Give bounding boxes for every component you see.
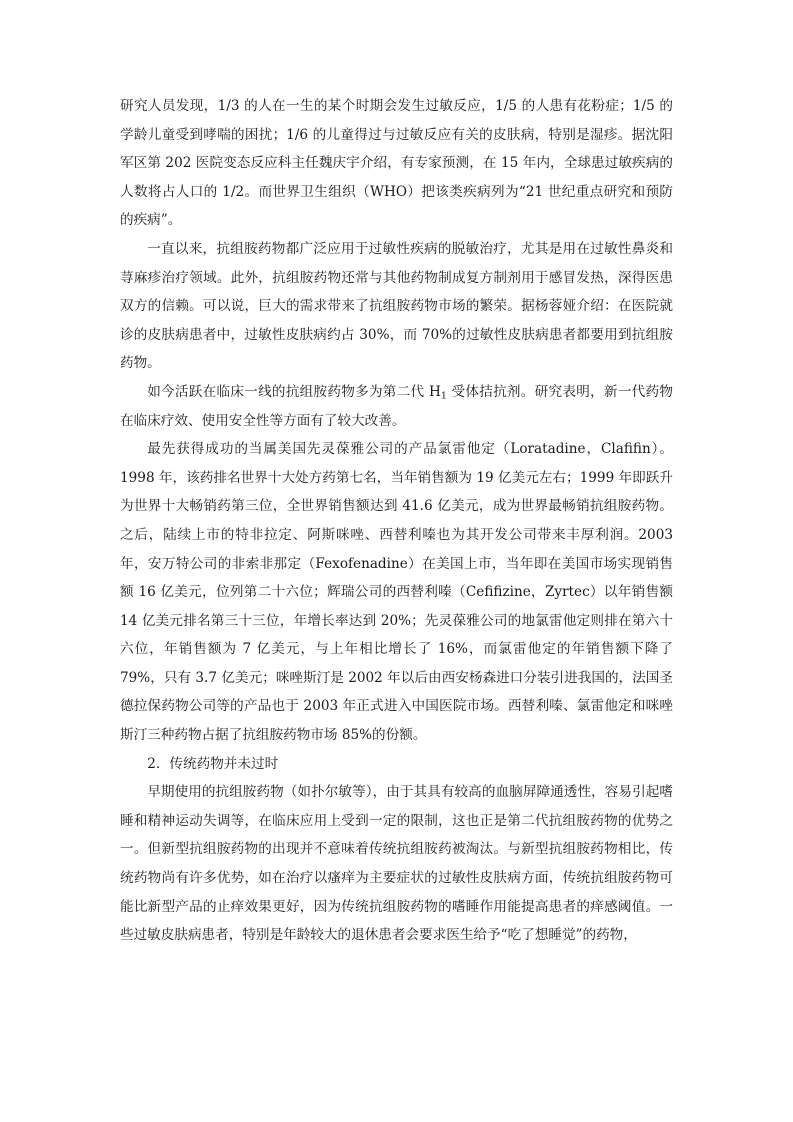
paragraph-second-generation-text-a: 如今活跃在临床一线的抗组胺药物多为第二代 H xyxy=(147,383,441,400)
subscript-one: 1 xyxy=(440,390,447,402)
paragraph-allergy-statistics: 研究人员发现，1/3 的人在一生的某个时期会发生过敏反应，1/5 的人患有花粉症；1/5 的学龄儿童受到哮喘的困扰；1/6 的儿童得过与过敏反应有关的皮肤病，特别是湿疹。据沈阳军区第 202 医院变态反应科主任魏庆宇介绍，有专家预测，在 15 年内，全球患过敏疾病的人数将占人口的 1/2。而世界卫生组织（WHO）把该类疾病列为“21 世纪重点研究和预防的疾病”。 xyxy=(120,98,673,229)
paragraph-second-generation-text-b: 受体拮抗剂。研究表明，新一代药物在临床疗效、使用安全性等方面有了较大改善。 xyxy=(120,383,673,429)
document-page xyxy=(120,92,673,950)
section-heading-traditional-drugs: 2．传统药物并未过时 xyxy=(147,755,279,772)
paragraph-traditional-drugs: 早期使用的抗组胺药物（如扑尔敏等），由于其具有较高的血脑屏障通透性，容易引起嗜睡和精神运动失调等，在临床应用上受到一定的限制，这也正是第二代抗组胺药物的优势之一。但新型抗组胺药物的出现并不意味着传统抗组胺药被淘汰。与新型抗组胺药物相比，传统药物尚有许多优势，如在治疗以瘙痒为主要症状的过敏性皮肤病方面，传统抗组胺药物可能比新型产品的止痒效果更好，因为传统抗组胺药物的嗜睡作用能提高患者的痒感阈值。一些过敏皮肤病患者，特别是年龄较大的退休患者会要求医生给予“吃了想睡觉”的药物， xyxy=(120,784,673,944)
paragraph-loratadine-sales: 最先获得成功的当属美国先灵葆雅公司的产品氯雷他定（Loratadine，Clafifin）。1998 年，该药排名世界十大处方药第七名，当年销售额为 19 亿美元左右；1999 年即跃升为世界十大畅销药第三位，全世界销售额达到 41.6 亿美元，成为世界最畅销抗组胺药物。之后，陆续上市的特非拉定、阿斯咪唑、西替利嗪也为其开发公司带来丰厚利润。2003 年，安万特公司的非索非那定（Fexofenadine）在美国上市，当年即在美国市场实现销售额 16 亿美元，位列第二十六位；辉瑞公司的西替利嗪（Cefifizine，Zyrtec）以年销售额 14 亿美元排名第三十三位，年增长率达到 20%；先灵葆雅公司的地氯雷他定则排在第六十六位，年销售额为 7 亿美元，与上年相比增长了 16%，而氯雷他定的年销售额下降了 79%，只有 3.7 亿美元；咪唑斯汀是 2002 年以后由西安杨森进口分装引进我国的，法国圣德拉保药物公司等的产品也于 2003 年正式进入中国医院市场。西替利嗪、氯雷他定和咪唑斯汀三种药物占据了抗组胺药物市场 85%的份额。 xyxy=(120,441,673,744)
paragraph-second-generation xyxy=(120,378,673,435)
paragraph-antihistamine-market: 一直以来，抗组胺药物都广泛应用于过敏性疾病的脱敏治疗，尤其是用在过敏性鼻炎和荨麻疹治疗领域。此外，抗组胺药物还常与其他药物制成复方制剂用于感冒发热，深得医患双方的信赖。可以说，巨大的需求带来了抗组胺药物市场的繁荣。据杨蓉娅介绍：在医院就诊的皮肤病患者中，过敏性皮肤病约占 30%，而 70%的过敏性皮肤病患者都要用到抗组胺药物。 xyxy=(120,240,673,372)
